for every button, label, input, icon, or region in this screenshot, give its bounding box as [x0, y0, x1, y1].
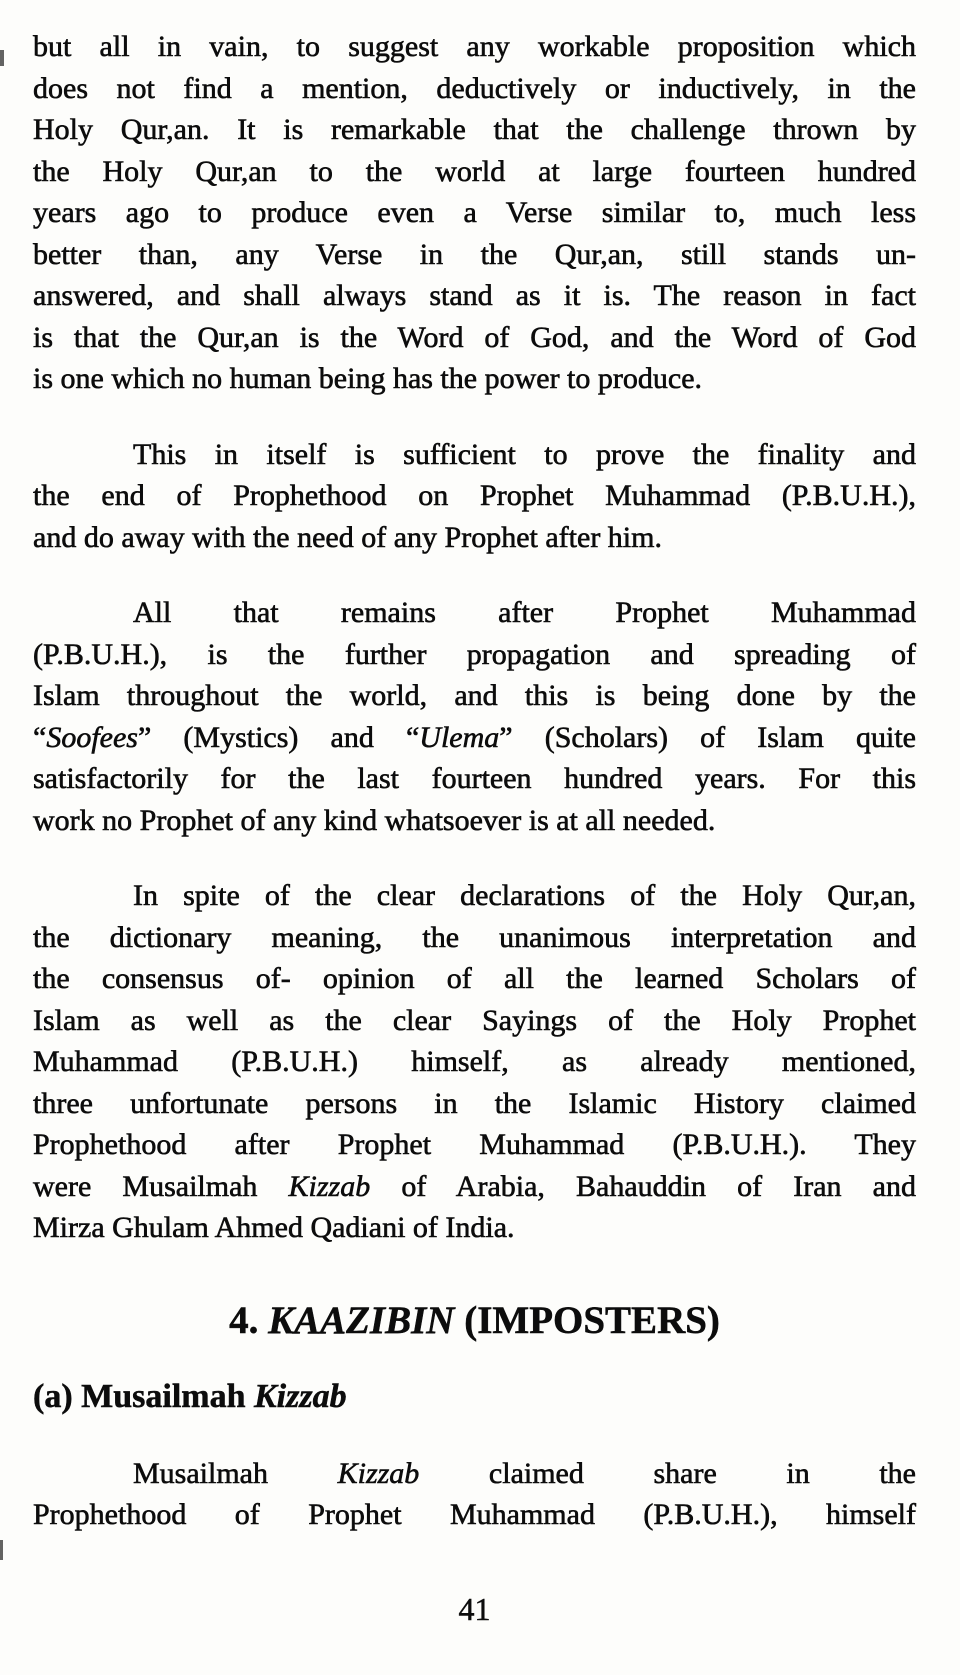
text-line — [33, 151, 916, 193]
text-run: Islam throughout the world, and this is being done by the — [33, 679, 916, 712]
text-run: is that the Qur,an is the Word of God, and the Word of God — [33, 320, 916, 354]
text-run: satisfactorily for the last fourteen hundred years. For this — [33, 762, 916, 795]
text-run: KAAZIBIN — [268, 1298, 455, 1342]
text-run: years ago to produce even a Verse similar to, much less — [33, 196, 916, 229]
text-run: Prophethood of Prophet Muhammad (P.B.U.H.), himself — [33, 1498, 916, 1531]
text-run: better than, any Verse in the Qur,an, still stands un- — [33, 237, 916, 271]
text-line — [33, 517, 916, 559]
text-line — [33, 1166, 916, 1208]
text-line — [33, 1000, 916, 1042]
text-run: (P.B.U.H.), is the further propagation and spreading of — [33, 637, 916, 671]
section-heading — [33, 1297, 916, 1345]
text-run: “ — [33, 720, 47, 754]
paragraph — [33, 1453, 916, 1536]
text-run: Kizzab — [254, 1377, 347, 1415]
text-run: Ulema — [419, 720, 500, 754]
text-run: (a) Musailmah — [33, 1377, 254, 1415]
text-run: claimed share in the — [419, 1456, 916, 1490]
paragraph — [33, 434, 916, 559]
text-line — [33, 109, 916, 151]
text-run: Musailmah — [133, 1456, 338, 1490]
text-line — [33, 592, 916, 634]
text-run: and do away with the need of any Prophet after him. — [33, 520, 662, 554]
text-line — [33, 1083, 916, 1125]
paragraph — [33, 592, 916, 841]
text-line — [33, 475, 916, 517]
text-run: Islam as well as the clear Sayings of the Holy Prophet — [33, 1003, 916, 1037]
text-run: does not find a mention, deductively or inductively, in the — [33, 71, 916, 105]
text-run: This in itself is sufficient to prove the finality and — [133, 437, 916, 471]
text-line — [33, 192, 916, 234]
paragraph — [33, 26, 916, 400]
text-run: is one which no human being has the power to produce. — [33, 362, 703, 395]
text-line — [33, 675, 916, 717]
sub-heading — [33, 1375, 916, 1419]
text-line — [33, 1207, 916, 1249]
text-line — [33, 634, 916, 676]
text-run: Kizzab — [337, 1456, 420, 1490]
text-line — [33, 1494, 916, 1536]
text-run: All that remains after Prophet Muhammad — [133, 596, 916, 629]
text-run: Muhammad (P.B.U.H.) himself, as already mentioned, — [33, 1045, 916, 1078]
text-line — [33, 26, 916, 68]
text-line — [33, 758, 916, 800]
text-line — [33, 1297, 916, 1345]
text-line — [33, 875, 916, 917]
text-run: Holy Qur,an. It is remarkable that the challenge thrown by — [33, 113, 916, 146]
scan-artifact — [0, 1540, 3, 1560]
text-line — [33, 358, 916, 400]
text-run: three unfortunate persons in the Islamic History claimed — [33, 1086, 916, 1120]
text-line — [33, 434, 916, 476]
text-run: of Arabia, Bahauddin of Iran and — [370, 1169, 916, 1203]
text-line — [33, 275, 916, 317]
text-line — [33, 1041, 916, 1083]
text-run: the end of Prophethood on Prophet Muhammad (P.B.U.H.), — [33, 479, 916, 512]
text-run: the consensus of- opinion of all the learned Scholars of — [33, 962, 916, 995]
text-run: the Holy Qur,an to the world at large fourteen hundred — [33, 154, 916, 188]
text-line — [33, 1375, 916, 1419]
text-run: answered, and shall always stand as it is. The reason in fact — [33, 279, 916, 312]
text-run: Mirza Ghulam Ahmed Qadiani of India. — [33, 1211, 515, 1244]
text-line — [33, 800, 916, 842]
text-run: In spite of the clear declarations of the Holy Qur,an, — [133, 879, 916, 912]
text-line — [33, 917, 916, 959]
page-text — [33, 26, 916, 1536]
text-run: Prophethood after Prophet Muhammad (P.B.U.H.). They — [33, 1128, 916, 1161]
text-run: work no Prophet of any kind whatsoever is at all needed. — [33, 803, 716, 837]
text-run: (IMPOSTERS) — [454, 1298, 720, 1342]
text-run: 4. — [229, 1298, 269, 1342]
text-line — [33, 68, 916, 110]
text-run: ” (Mystics) and “ — [137, 720, 420, 754]
text-line — [33, 1124, 916, 1166]
text-run: but all in vain, to suggest any workable proposition which — [33, 30, 916, 63]
text-run: Kizzab — [288, 1169, 371, 1203]
text-run: Soofees — [46, 720, 138, 754]
text-run: the dictionary meaning, the unanimous interpretation and — [33, 920, 916, 954]
text-run: ” (Scholars) of Islam quite — [499, 720, 916, 754]
text-run: were Musailmah — [33, 1169, 289, 1203]
text-line — [33, 1453, 916, 1495]
text-line — [33, 234, 916, 276]
text-line — [33, 317, 916, 359]
paragraph — [33, 875, 916, 1249]
page-number: 41 — [458, 1590, 491, 1627]
scan-artifact — [0, 50, 4, 66]
text-line — [33, 717, 916, 759]
text-line — [33, 958, 916, 1000]
